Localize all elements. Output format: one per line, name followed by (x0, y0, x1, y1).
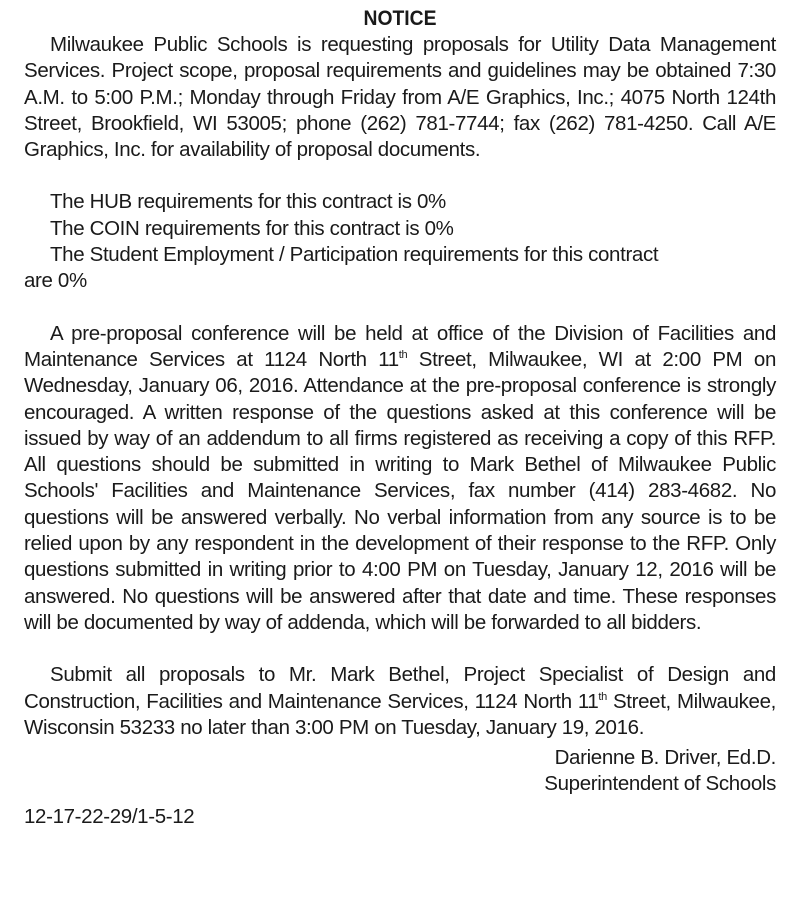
submission-text-1: Submit all proposals to Mr. Mark Bethel, Project Specialist of Design and Construction, Facilities and Maintenance Services, 1124 North 11 (24, 663, 776, 713)
ordinal-suffix: th (398, 348, 408, 361)
signature-block (24, 745, 776, 798)
conference-text-2: Street, Milwaukee, WI at 2:00 PM on Wednesday, January 06, 2016. Attendance at the pre-proposal conference is strongly encouraged. A written response of the questions asked at this conference will be issued by way of an addendum to all firms registered as receiving a copy of this RFP. All questions should be submitted in writing to Mark Bethel of Milwaukee Public Schools' Facilities and Maintenance Services, fax number (414) 283-4682. No questions will be answered verbally. No verbal information from any source is to be relied upon by any respondent in the development of their response to the RFP. Only questions submitted in writing prior to 4:00 PM on Tuesday, January 12, 2016 will be answered. No questions will be answered after that date and time. These responses will be documented by way of addenda, which will be forwarded to all bidders. (24, 347, 776, 634)
requirement-student-employment: The Student Employment / Participation requirements for this contract (50, 243, 659, 267)
notice-title: NOTICE (363, 7, 437, 30)
intro-paragraph: Milwaukee Public Schools is requesting proposals for Utility Data Management Services. Project scope, proposal requirements and guidelines may be obtained 7:30 A.M. to 5:00 P.M.; Monday through Friday from A/E Graphics, Inc.; 4075 North 124th Street, Brookfield, WI 53005; phone (262) 781-7744; fax (262) 781-4250. Call A/E Graphics, Inc. for availability of proposal documents. (24, 33, 776, 162)
submission-text-2: Street, Milwaukee, Wisconsin 53233 no later than 3:00 PM on Tuesday, January 19, 2016. (24, 689, 776, 739)
ordinal-suffix: th (598, 690, 607, 703)
conference-paragraph (24, 321, 776, 637)
requirements-list (24, 189, 776, 294)
signature-title: Superintendent of Schools (544, 772, 776, 796)
signature-name: Darienne B. Driver, Ed.D. (554, 746, 776, 770)
requirement-coin: The COIN requirements for this contract is 0% (50, 216, 454, 240)
submission-paragraph (24, 662, 776, 741)
requirement-hub: The HUB requirements for this contract is 0% (50, 190, 446, 214)
conference-text-1: A pre-proposal conference will be held at office of the Division of Facilities and Maintenance Services at 1124 North 11 (24, 321, 776, 371)
reference-code: 12-17-22-29/1-5-12 (24, 804, 195, 828)
requirement-student-employment-wrap: are 0% (24, 269, 87, 293)
